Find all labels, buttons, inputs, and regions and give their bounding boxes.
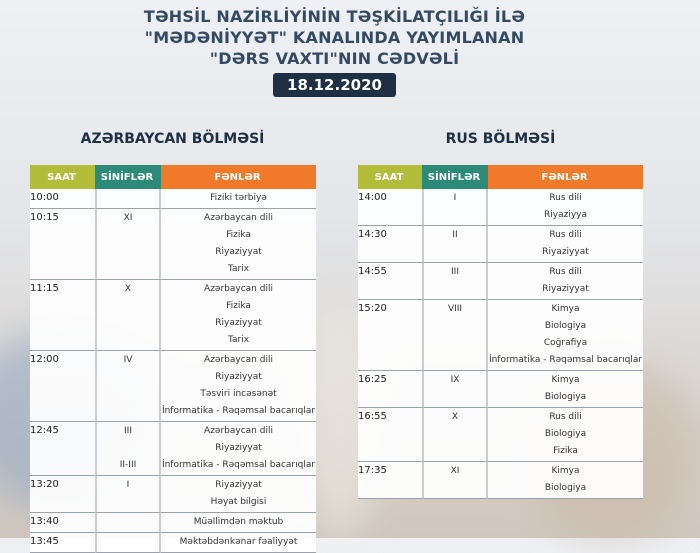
time-cell [358,189,422,226]
class-value: VIII [447,304,463,314]
time-value: 16:55 [358,411,387,422]
table-row [30,422,316,476]
class-cell [422,408,488,462]
subject-item: Riyaziyyat [215,372,262,382]
table-row [358,462,643,499]
table-row [30,189,316,209]
class-cell [95,513,161,533]
column-header-time: SAAT [30,165,95,189]
subject-item: Biologiya [544,392,587,402]
subject-item: Tarix [227,264,250,274]
time-value: 10:00 [30,192,59,203]
subjects-cell [161,533,316,553]
subject-item: Kimya [551,304,580,314]
class-value [97,441,159,458]
time-cell [30,280,95,351]
title-line-2: "MƏDƏNİYYƏT" KANALINDA YAYIMLANAN [144,28,525,47]
column-header-subjects: FƏNLƏR [488,165,643,189]
class-cell [95,533,161,553]
subjects-cell [488,189,643,226]
time-value: 10:15 [30,212,59,223]
subjects-cell [161,422,316,476]
subject-item: Azərbaycan dili [204,213,273,223]
subject-item: Riyaziyyat [215,247,262,257]
subject-item: Kimya [551,375,580,385]
class-value [97,515,159,532]
time-cell [30,351,95,422]
subject-item: Fiziki tərbiyə [210,193,267,203]
time-cell [358,226,422,263]
class-value: I [126,480,130,490]
page-header [0,6,669,97]
table-row [358,408,643,462]
table-header-row [30,165,316,189]
time-value: 13:40 [30,516,59,527]
date-badge: 18.12.2020 [273,73,396,97]
time-cell [30,533,95,553]
table-row [30,533,316,553]
time-cell [358,300,422,371]
time-cell [30,513,95,533]
table-row [30,476,316,513]
subjects-cell [161,280,316,351]
class-value: IV [123,355,133,365]
time-value: 14:30 [358,229,387,240]
class-value: X [124,284,132,294]
time-cell [358,462,422,499]
subject-item: Riyaziyyat [215,318,262,328]
subjects-cell [488,300,643,371]
russian-schedule-table [358,165,643,499]
table-row [358,226,643,263]
class-value: I [453,193,457,203]
column-header-subjects: FƏNLƏR [161,165,316,189]
subject-item: Fizika [226,230,251,240]
time-value: 12:00 [30,354,59,365]
subjects-cell [161,209,316,280]
time-cell [30,422,95,476]
subjects-cell [488,408,643,462]
subject-item: Riyaziyyat [215,443,262,453]
column-header-time: SAAT [358,165,422,189]
subject-item: Rus dili [549,412,582,422]
time-cell [358,408,422,462]
subject-item: İnformatika - Rəqəmsal bacarıqlar [161,406,316,416]
class-cell [95,189,161,209]
subject-item: Azərbaycan dili [204,284,273,294]
time-cell [358,263,422,300]
class-cell [422,300,488,371]
table-header-row [358,165,643,189]
subjects-cell [161,351,316,422]
subject-item: Rus dili [549,230,582,240]
title-line-3: "DƏRS VAXTI"NIN CƏDVƏLİ [209,49,460,68]
subject-item: Biologiya [544,429,587,439]
subject-item: Rus dili [549,193,582,203]
class-cell [95,351,161,422]
subject-item: Həyat bilgisi [210,497,267,507]
subject-item: Riyaziyyat [542,284,589,294]
class-cell [95,209,161,280]
subject-item: İnformatika - Rəqəmsal bacarıqlar [161,460,316,470]
subjects-cell [488,462,643,499]
class-value: IX [450,375,460,385]
subject-item: Rus dili [549,267,582,277]
table-row [358,300,643,371]
time-value: 13:20 [30,479,59,490]
subject-item: Biologiya [544,483,587,493]
time-value: 14:00 [358,192,387,203]
table-row [30,351,316,422]
subject-item: Riyaziyyat [542,247,589,257]
time-value: 13:45 [30,536,59,547]
azerbaijani-schedule-table [30,165,316,553]
table-row [358,263,643,300]
class-value: X [451,412,459,422]
time-cell [30,209,95,280]
subject-item: Məktəbdənkənar fəaliyyət [179,537,298,547]
class-cell [422,189,488,226]
table-row [358,189,643,226]
subject-item: Azərbaycan dili [204,355,273,365]
class-cell [422,226,488,263]
subject-item: Riyaziyyat [215,480,262,490]
subjects-cell [161,513,316,533]
subjects-cell [488,226,643,263]
right-section-title: RUS BÖLMƏSİ [445,131,556,147]
subject-item: Biologiya [544,321,587,331]
subject-item: Təsviri incəsənət [200,389,277,399]
time-value: 15:20 [358,303,387,314]
table-row [30,513,316,533]
column-header-classes: SİNİFLƏR [422,165,488,189]
time-cell [30,476,95,513]
time-cell [358,371,422,408]
table-row [358,371,643,408]
subject-item: Azərbaycan dili [204,426,273,436]
left-section-title: AZƏRBAYCAN BÖLMƏSİ [80,131,265,147]
table-row [30,280,316,351]
subject-item: Fizika [226,301,251,311]
subject-item: Kimya [551,466,580,476]
class-value [97,535,159,552]
title-line-1: TƏHSİL NAZİRLİYİNİN TƏŞKİLATÇILIĞI İLƏ [143,7,526,26]
time-value: 16:25 [358,374,387,385]
subjects-cell [488,371,643,408]
class-cell [422,371,488,408]
subject-item: Fizika [553,446,578,456]
class-cell [95,280,161,351]
subject-item: Riyaziyya [544,210,587,220]
time-value: 12:45 [30,425,59,436]
time-value: 11:15 [30,283,59,294]
class-cell [95,422,161,476]
subjects-cell [488,263,643,300]
class-value: III [124,426,132,436]
column-header-classes: SİNİFLƏR [95,165,161,189]
table-row [30,209,316,280]
subject-item: Coğrafiya [543,338,588,348]
class-cell [422,462,488,499]
class-value: XI [123,213,133,223]
subject-item: İnformatika - Rəqəmsal bacarıqlar [488,355,643,365]
time-cell [30,189,95,209]
class-value: III [451,267,459,277]
subject-item: Tarix [227,335,250,345]
class-value: II [452,230,458,240]
subject-item: Müəllimdən məktub [193,517,284,527]
class-cell [95,476,161,513]
class-cell [422,263,488,300]
subjects-cell [161,189,316,209]
class-value [97,191,159,208]
subjects-cell [161,476,316,513]
class-value: II-III [119,460,137,470]
time-value: 14:55 [358,266,387,277]
class-value: XI [450,466,460,476]
time-value: 17:35 [358,465,387,476]
